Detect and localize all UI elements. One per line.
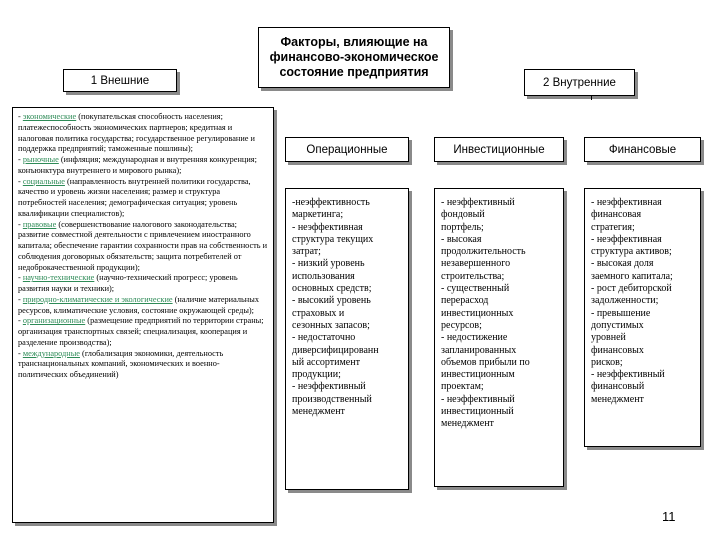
factor-category: правовые <box>22 219 57 229</box>
factor-line: структура активов; <box>591 246 672 258</box>
factor-line: финансовый <box>591 381 645 393</box>
factor-line: - неэффективный <box>441 197 515 208</box>
diagram-title <box>258 27 450 88</box>
factor-line: основных средств; <box>292 283 372 295</box>
factor-category: экономические <box>22 112 77 121</box>
investment-header <box>434 137 564 162</box>
factor-line: - высокая <box>441 233 482 245</box>
operational-header <box>285 137 409 162</box>
factor-line: незавершенного <box>441 258 511 270</box>
factor-line: - неэффективная <box>591 197 662 208</box>
factor-line: - неэффективная <box>292 221 363 233</box>
factor-line: рисков; <box>591 356 623 368</box>
factor-line: задолженности; <box>591 295 659 307</box>
factor-line: продукции; <box>292 369 341 381</box>
factor-line: маркетинга; <box>292 209 344 221</box>
factor-line: - неэффективный <box>292 381 366 393</box>
internal-factors-header <box>524 69 635 96</box>
external-factors-label: 1 Внешние <box>90 74 150 87</box>
factor-line: перерасход <box>441 295 489 307</box>
factor-line: сезонных запасов; <box>292 319 370 331</box>
factor-category: рыночные <box>22 155 59 164</box>
factor-line: строительства; <box>441 270 505 282</box>
factor-line: структура текущих <box>292 233 374 245</box>
factor-line: менеджмент <box>441 418 494 430</box>
factor-line: менеджмент <box>292 406 345 418</box>
investment-header-label: Инвестиционные <box>453 143 545 156</box>
investment-factors-list <box>434 188 564 487</box>
factor-line: - низкий уровень <box>292 258 365 270</box>
operational-factors-list <box>285 188 409 490</box>
factor-line: - неэффективная <box>591 233 662 245</box>
external-item: - международные (глобализация экономики, деятельность транснациональных компаний, экономических и военно-политических объединений) <box>18 348 224 379</box>
factor-line: ресурсов; <box>441 319 482 331</box>
factor-line: допустимых <box>591 319 644 331</box>
external-item: - рыночные (инфляция; международная и внутренняя конкуренция; конъюнктура внутреннего и мирового рынка); <box>18 155 257 175</box>
factor-line: инвестиционных <box>441 307 514 319</box>
factor-line: производственный <box>292 393 372 405</box>
financial-header-label: Финансовые <box>608 143 677 156</box>
factor-line: продолжительность <box>441 246 526 258</box>
factor-category: природно-климатические и экологические <box>22 294 173 304</box>
factor-line: фондовый <box>441 209 485 221</box>
factor-line: портфель; <box>441 221 484 233</box>
factor-line: инвестиционным <box>441 369 515 381</box>
factor-line: - высокая доля <box>591 258 654 270</box>
factor-line: - недостижение <box>441 332 508 344</box>
factor-line: объемов прибыли по <box>441 356 530 368</box>
internal-factors-label: 2 Внутренние <box>543 76 616 89</box>
factor-line: запланированных <box>441 344 517 356</box>
factor-line: затрат; <box>292 246 321 258</box>
factor-line: - неэффективный <box>441 393 515 405</box>
factor-line: проектам; <box>441 381 484 393</box>
factor-line: - превышение <box>591 307 651 319</box>
factor-line: страховых и <box>292 307 345 319</box>
connector-tick <box>591 96 592 100</box>
page-number: 11 <box>662 509 676 524</box>
factor-line: использования <box>292 270 355 282</box>
external-item: - организационные (размещение предприятий по территории страны; организация транспортных связей; специализация, кооперация и разделение производства); <box>18 316 264 347</box>
external-item: - экономические (покупательская способность населения; платежеспособность экономических партнеров; кредитная и налоговая политика государства; государственное регулирование и поддержка предприятий; таможенные пошлины); <box>18 112 255 154</box>
external-item: - социальные (направленность внутренней политики государства, качество и уровень жизни населения; размер и структура потребностей населения; демографическая ситуация; уровень квалификации специалистов); <box>18 176 251 218</box>
factor-line: ый ассортимент <box>292 356 360 368</box>
factor-category: организационные <box>22 316 86 326</box>
factor-line: - высокий уровень <box>292 295 371 307</box>
financial-header <box>584 137 701 162</box>
diagram-title-text: Факторы, влияющие на финансово-экономическое состояние предприятия <box>269 35 439 79</box>
factor-category: международные <box>22 348 80 358</box>
factor-line: уровней <box>591 332 626 344</box>
factor-line: инвестиционный <box>441 406 514 418</box>
external-item: - правовые (совершенствование налогового законодательства; развитие совместной деятельности с привлечением иностранного капитала; обеспечение гарантии сохранности прав на собственность и соблюдения договорных обязательств; защита потребителей от недоброкачественной продукции); <box>18 219 268 272</box>
factor-line: -неэффективность <box>292 197 370 208</box>
external-factors-header <box>63 69 177 92</box>
factor-line: финансовых <box>591 344 644 356</box>
factor-line: диверсифицированн <box>292 344 379 356</box>
factor-line: - существенный <box>441 283 510 295</box>
factor-line: - рост дебиторской <box>591 283 672 295</box>
external-factors-list <box>12 107 274 523</box>
operational-header-label: Операционные <box>306 143 388 156</box>
financial-factors-list <box>584 188 701 447</box>
factor-category: научно-технические <box>22 273 95 283</box>
factor-category: социальные <box>22 176 65 186</box>
factor-line: менеджмент <box>591 393 644 405</box>
external-item: - научно-технические (научно-технический прогресс; уровень развития науки и техники); <box>18 273 238 293</box>
factor-line: финансовая <box>591 209 642 221</box>
factor-line: - неэффективный <box>591 369 665 381</box>
factor-line: - недостаточно <box>292 332 356 344</box>
factor-line: заемного капитала; <box>591 270 673 282</box>
factor-line: стратегия; <box>591 221 635 233</box>
external-item: - природно-климатические и экологические (наличие материальных ресурсов, климатические условия, состояние окружающей среды); <box>18 294 259 315</box>
